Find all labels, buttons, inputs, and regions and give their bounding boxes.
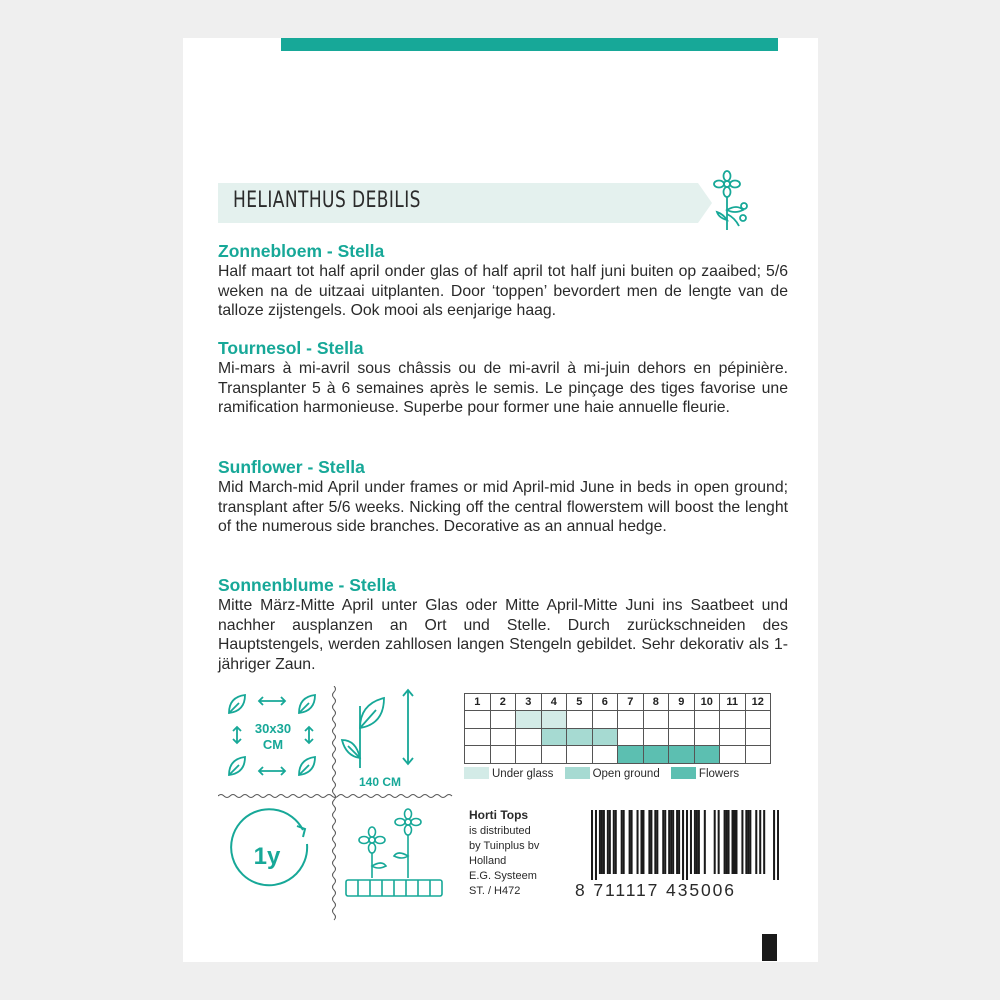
ean-number: 8 711117 435006 <box>575 880 736 900</box>
under-glass-cell-11 <box>720 711 746 729</box>
flowers-cell-2 <box>490 746 516 764</box>
calendar-month-12: 12 <box>745 694 771 711</box>
barcode-bar <box>773 810 775 880</box>
section-text: Half maart tot half april onder glas of half april tot half juni buiten op zaaibed; 5/6 weken na de uitzaai uitplanten. Door ‘toppen’ bevordert men de lengte van de talloze zijstengels. Ook mooi als eenjarige haag. <box>218 263 788 319</box>
flowers-cell-4 <box>541 746 567 764</box>
section-heading: Sunflower - Stella <box>218 457 365 477</box>
barcode-bar <box>678 810 680 874</box>
open-ground-cell-10 <box>694 728 720 746</box>
barcode-bar <box>662 810 664 874</box>
barcode-bar <box>755 810 757 874</box>
calendar-month-8: 8 <box>643 694 669 711</box>
under-glass-cell-4 <box>541 711 567 729</box>
barcode-bar <box>690 810 692 874</box>
section-heading: Tournesol - Stella <box>218 338 364 358</box>
legend-flowers <box>671 768 739 780</box>
flowers-cell-7 <box>618 746 644 764</box>
barcode-bar <box>650 810 652 874</box>
barcode-bar <box>603 810 605 874</box>
open-ground-cell-5 <box>567 728 593 746</box>
under-glass-cell-3 <box>516 711 542 729</box>
brand-name: Horti Tops <box>469 808 529 822</box>
barcode-bar <box>642 810 644 874</box>
flowers-cell-1 <box>465 746 491 764</box>
distributor-info <box>469 808 539 899</box>
title-banner-arrow <box>698 183 712 223</box>
barcode-bar <box>733 810 735 874</box>
barcode-bar <box>749 810 751 874</box>
barcode-bar <box>595 810 597 880</box>
distributor-line: by Tuinplus bv <box>469 840 540 852</box>
barcode-bar <box>654 810 656 874</box>
under-glass-cell-12 <box>745 711 771 729</box>
legend-label: Open ground <box>592 768 660 780</box>
legend-label: Flowers <box>698 768 740 780</box>
legend-swatch-open-ground <box>565 767 590 779</box>
calendar-month-6: 6 <box>592 694 618 711</box>
calendar-month-2: 2 <box>490 694 516 711</box>
distributor-line: ST. / H472 <box>469 885 521 897</box>
legend-open-ground <box>565 768 660 780</box>
barcode-bar <box>668 810 670 874</box>
plant-height-icon <box>338 686 453 791</box>
height-value: 140 CM <box>358 775 402 789</box>
registration-mark <box>762 934 777 961</box>
barcode-bar <box>609 810 611 874</box>
open-ground-cell-11 <box>720 728 746 746</box>
section-heading: Sonnenblume - Stella <box>218 575 396 595</box>
open-ground-cell-12 <box>745 728 771 746</box>
barcode-bar <box>672 810 674 874</box>
barcode-bar <box>664 810 666 874</box>
seed-packet-back <box>183 38 818 962</box>
flowers-cell-5 <box>567 746 593 764</box>
flowers-cell-11 <box>720 746 746 764</box>
under-glass-cell-10 <box>694 711 720 729</box>
calendar-month-9: 9 <box>669 694 695 711</box>
open-ground-cell-4 <box>541 728 567 746</box>
distributor-line: E.G. Systeem <box>469 870 537 882</box>
barcode-bar <box>726 810 728 874</box>
calendar-legend <box>464 767 747 780</box>
under-glass-cell-7 <box>618 711 644 729</box>
barcode-bar <box>601 810 603 874</box>
flowers-cell-3 <box>516 746 542 764</box>
barcode-bar <box>745 810 747 874</box>
latin-name-title: HELIANTHUS DEBILIS <box>233 188 421 213</box>
top-accent-bar <box>281 38 778 51</box>
flowers-cell-8 <box>643 746 669 764</box>
barcode-bar <box>728 810 730 874</box>
lifecycle-value: 1y <box>253 843 281 870</box>
barcode-bar <box>759 810 761 874</box>
barcode-bar <box>599 810 601 874</box>
barcode-bar <box>613 810 615 874</box>
legend-swatch-under-glass <box>464 767 489 779</box>
under-glass-cell-9 <box>669 711 695 729</box>
legend-label: Under glass <box>492 768 554 780</box>
spacing-value: 30x30 <box>254 721 292 736</box>
calendar-row-open-ground <box>465 728 771 746</box>
calendar-month-5: 5 <box>567 694 593 711</box>
barcode-bar <box>735 810 737 874</box>
barcode-bar <box>698 810 700 874</box>
calendar-month-3: 3 <box>516 694 542 711</box>
barcode-bar <box>640 810 642 874</box>
section-french <box>218 338 788 418</box>
barcode-bar <box>696 810 698 874</box>
open-ground-cell-2 <box>490 728 516 746</box>
flowers-cell-6 <box>592 746 618 764</box>
barcode-bar <box>615 810 617 874</box>
calendar-month-7: 7 <box>618 694 644 711</box>
flowers-cell-9 <box>669 746 695 764</box>
barcode-bar <box>637 810 639 874</box>
section-text: Mitte März-Mitte April unter Glas oder Mitte April-Mitte Juni ins Saatbeet und nachher ausplanzen an Ort und Stelle. Durch zurückschneiden des Hauptstengels, werden zahllosen langen Stengeln gebildet. Sehr dekorativ als 1-jähriger Zaun. <box>218 597 788 673</box>
legend-under-glass <box>464 768 553 780</box>
barcode-bar <box>676 810 678 874</box>
seedling-tray-icon <box>340 804 452 909</box>
section-dutch <box>218 241 788 321</box>
flowers-cell-10 <box>694 746 720 764</box>
barcode-bar <box>718 810 720 874</box>
open-ground-cell-7 <box>618 728 644 746</box>
barcode-bar <box>732 810 734 874</box>
plant-spacing-icon <box>223 691 323 791</box>
barcode-bar <box>777 810 779 880</box>
under-glass-cell-2 <box>490 711 516 729</box>
barcode-bar <box>724 810 726 874</box>
distributor-line: is distributed <box>469 825 531 837</box>
calendar-row-under-glass <box>465 711 771 729</box>
barcode-bar <box>648 810 650 874</box>
flower-sprig-icon <box>713 170 759 234</box>
open-ground-cell-3 <box>516 728 542 746</box>
section-text: Mi-mars à mi-avril sous châssis ou de mi-avril à mi-juin dehors en pépinière. Transplanter 5 à 6 semaines après le semis. Le pinçage des tiges favorise une ramification harmonieuse. Superbe pour former une haie annuelle fleurie. <box>218 360 788 416</box>
barcode-bar <box>670 810 672 874</box>
barcode-bar <box>621 810 623 874</box>
barcode-bar <box>656 810 658 874</box>
legend-swatch-flowers <box>671 767 696 779</box>
spacing-unit: CM <box>262 737 284 752</box>
open-ground-cell-8 <box>643 728 669 746</box>
barcode-bar <box>623 810 625 874</box>
barcode-bar <box>694 810 696 874</box>
under-glass-cell-1 <box>465 711 491 729</box>
sowing-calendar <box>464 693 771 764</box>
barcode-bar <box>591 810 593 880</box>
barcode-bar <box>607 810 609 874</box>
calendar-month-1: 1 <box>465 694 491 711</box>
barcode-bar <box>763 810 765 874</box>
section-english <box>218 457 788 537</box>
barcode-bar <box>629 810 631 874</box>
barcode-bar <box>747 810 749 874</box>
barcode-bar <box>704 810 706 874</box>
open-ground-cell-9 <box>669 728 695 746</box>
calendar-month-4: 4 <box>541 694 567 711</box>
section-text: Mid March-mid April under frames or mid April-mid June in beds in open ground; transplant after 5/6 weeks. Nicking off the central flowerstem will boost the lenght of the numerous side branches. Decorative as an annual hedge. <box>218 479 788 535</box>
under-glass-cell-6 <box>592 711 618 729</box>
open-ground-cell-6 <box>592 728 618 746</box>
flowers-cell-12 <box>745 746 771 764</box>
section-heading: Zonnebloem - Stella <box>218 241 385 261</box>
distributor-line: Holland <box>469 855 507 867</box>
barcode-bar <box>741 810 743 874</box>
under-glass-cell-5 <box>567 711 593 729</box>
section-german <box>218 575 788 674</box>
calendar-month-10: 10 <box>694 694 720 711</box>
annual-cycle-icon <box>223 804 323 904</box>
under-glass-cell-8 <box>643 711 669 729</box>
barcode-bar <box>714 810 716 874</box>
ean-barcode <box>591 810 779 880</box>
barcode-bar <box>686 810 688 880</box>
open-ground-cell-1 <box>465 728 491 746</box>
barcode-bar <box>631 810 633 874</box>
calendar-row-flowers <box>465 746 771 764</box>
calendar-month-11: 11 <box>720 694 746 711</box>
barcode-bar <box>682 810 684 880</box>
